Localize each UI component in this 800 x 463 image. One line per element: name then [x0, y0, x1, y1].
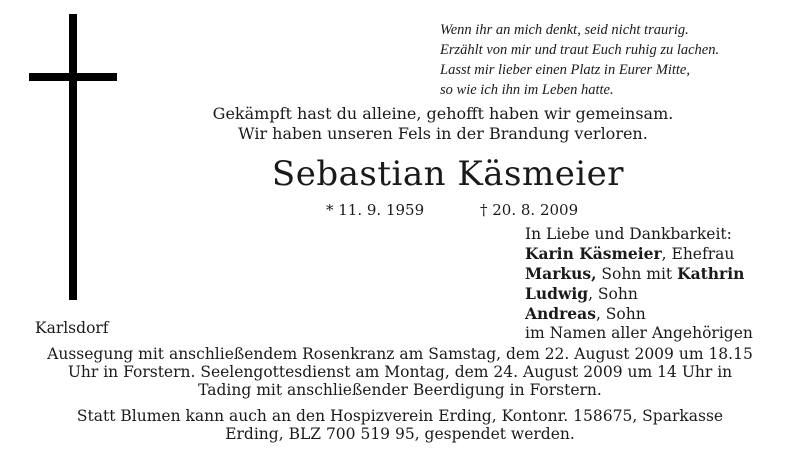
- deceased-name: Sebastian Käsmeier: [271, 154, 625, 194]
- cross-horizontal-bar: [29, 73, 117, 81]
- mourner-name: Markus,: [525, 264, 597, 283]
- poem-line: Lasst mir lieber einen Platz in Eurer Mitte,: [440, 62, 690, 78]
- intro-line: Gekämpft hast du alleine, gehofft haben wir gemeinsam.: [212, 104, 674, 123]
- mourner-relation: Sohn mit: [596, 265, 678, 283]
- intro-line: Wir haben unseren Fels in der Brandung verloren.: [238, 124, 648, 143]
- poem-line: Erzählt von mir und traut Euch ruhig zu lachen.: [440, 42, 720, 58]
- donation-line: Erding, BLZ 700 519 95, gespendet werden.: [225, 425, 575, 443]
- mourner-relation: , Ehefrau: [661, 245, 735, 263]
- mourner-name: Kathrin: [677, 264, 745, 283]
- mourner-line: [525, 244, 753, 264]
- mourners-footer: im Namen aller Angehörigen: [525, 324, 753, 342]
- memorial-poem: [440, 20, 719, 100]
- mourner-relation: , Sohn: [588, 285, 638, 303]
- mourner-name: Andreas: [525, 304, 596, 323]
- death-date: † 20. 8. 2009: [480, 201, 579, 219]
- donation-line: Statt Blumen kann auch an den Hospizverein Erding, Kontonr. 158675, Sparkasse: [76, 407, 724, 425]
- place-name: Karlsdorf: [35, 319, 109, 337]
- birth-date: * 11. 9. 1959: [326, 201, 425, 219]
- mourners-heading: In Liebe und Dankbarkeit:: [525, 225, 732, 243]
- donation-note: [0, 407, 800, 443]
- mourner-line: [525, 284, 753, 304]
- mourner-relation: , Sohn: [595, 305, 646, 323]
- mourner-line: [525, 304, 753, 324]
- intro-text: [0, 104, 800, 144]
- mourner-line: [525, 264, 753, 284]
- poem-line: Wenn ihr an mich denkt, seid nicht traurig.: [440, 22, 689, 38]
- service-line: Aussegung mit anschließendem Rosenkranz am Samstag, dem 22. August 2009 um 18.15: [47, 345, 753, 363]
- mourners-list: [525, 225, 753, 343]
- mourner-name: Ludwig: [525, 284, 589, 303]
- poem-line: so wie ich ihn im Leben hatte.: [440, 82, 614, 98]
- service-line: Uhr in Forstern. Seelengottesdienst am Montag, dem 24. August 2009 um 14 Uhr in: [67, 363, 733, 381]
- service-details: [0, 345, 800, 399]
- mourner-name: Karin Käsmeier: [525, 244, 662, 263]
- deceased-name-block: [0, 152, 800, 196]
- service-line: Tading mit anschließender Beerdigung in Forstern.: [198, 381, 602, 399]
